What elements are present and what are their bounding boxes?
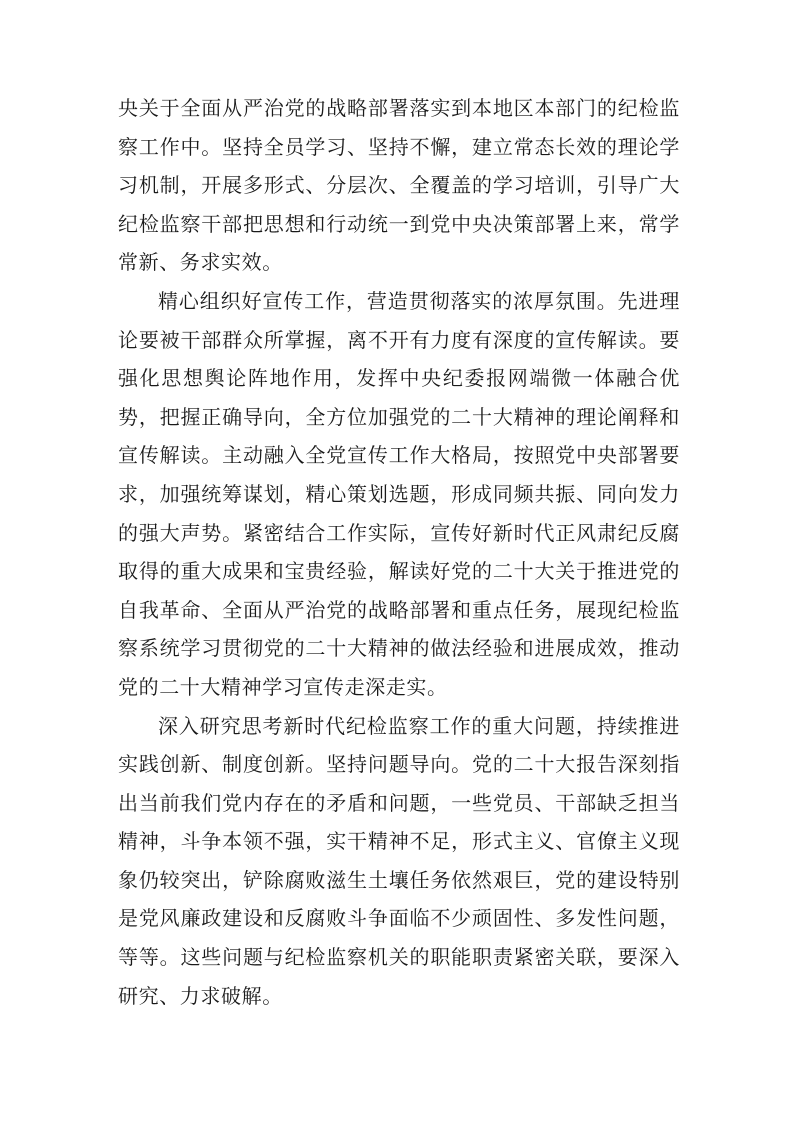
paragraph-research-innovation: 深入研究思考新时代纪检监察工作的重大问题，持续推进实践创新、制度创新。坚持问题导向。党的二十大报告深刻指出当前我们党内存在的矛盾和问题，一些党员、干部缺乏担当精神，斗争本领不强，实干精神不足，形式主义、官僚主义现象仍较突出，铲除腐败滋生土壤任务依然艰巨，党的建设特别是党风廉政建设和反腐败斗争面临不少顽固性、多发性问题，等等。这些问题与纪检监察机关的职能职责紧密关联，要深入研究、力求破解。 <box>118 713 680 1008</box>
paragraph-continuation: 央关于全面从严治党的战略部署落实到本地区本部门的纪检监察工作中。坚持全员学习、坚持不懈，建立常态长效的理论学习机制，开展多形式、分层次、全覆盖的学习培训，引导广大纪检监察干部把思想和行动统一到党中央决策部署上来，常学常新、务求实效。 <box>118 96 680 275</box>
document-body <box>118 89 680 1015</box>
paragraph-publicity-work: 精心组织好宣传工作，营造贯彻落实的浓厚氛围。先进理论要被干部群众所掌握，离不开有力度有深度的宣传解读。要强化思想舆论阵地作用，发挥中央纪委报网端微一体融合优势，把握正确导向，全方位加强党的二十大精神的理论阐释和宣传解读。主动融入全党宣传工作大格局，按照党中央部署要求，加强统筹谋划，精心策划选题，形成同频共振、同向发力的强大声势。紧密结合工作实际，宣传好新时代正风肃纪反腐取得的重大成果和宝贵经验，解读好党的二十大关于推进党的自我革命、全面从严治党的战略部署和重点任务，展现纪检监察系统学习贯彻党的二十大精神的做法经验和进展成效，推动党的二十大精神学习宣传走深走实。 <box>118 288 680 699</box>
